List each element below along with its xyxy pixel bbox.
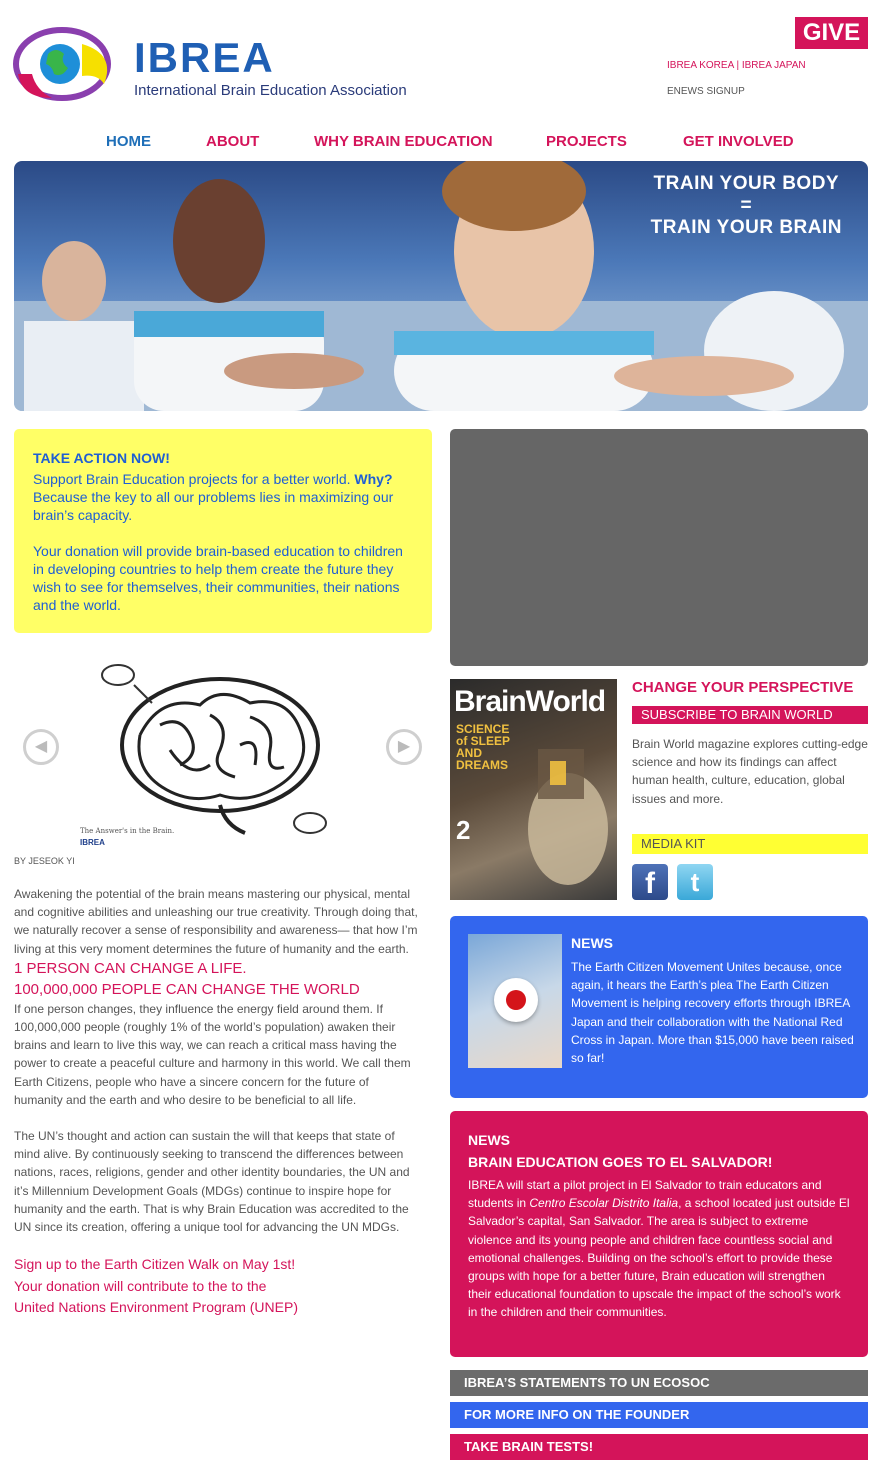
nav-get-involved[interactable]: GET INVOLVED xyxy=(683,133,794,150)
change-perspective-heading: CHANGE YOUR PERSPECTIVE xyxy=(632,679,854,696)
globe-logo-icon xyxy=(12,24,116,102)
twitter-icon[interactable]: t xyxy=(677,864,713,900)
un-paragraph: The UN’s thought and action can sustain the will that keeps that state of mind alive. By continuously seeking to transcend the differences between nations, races, religions, gender and other identity boundaries, the UN and it’s Millennium Development Goals (MDGs) continue to inspire hope for humanity and the earth. That is why Brain Education was accredited to the UN since its creation, offering a unique tool for advancing the UN MDGs. xyxy=(14,1129,410,1235)
nav-why-brain-education[interactable]: WHY BRAIN EDUCATION xyxy=(314,133,493,150)
founder-info-link[interactable]: FOR MORE INFO ON THE FOUNDER xyxy=(450,1402,868,1428)
country-links xyxy=(667,60,806,71)
brain-world-description: Brain World magazine explores cutting-edge science and how its findings can affect human health, culture, education, global issues and more. xyxy=(632,737,868,806)
news-japan-title: NEWS xyxy=(571,935,613,951)
give-button[interactable]: GIVE xyxy=(795,17,868,49)
brain-tests-link[interactable]: TAKE BRAIN TESTS! xyxy=(450,1434,868,1460)
hero-slogan xyxy=(651,173,842,239)
nav-projects[interactable]: PROJECTS xyxy=(546,133,627,150)
intro-paragraph: Awakening the potential of the brain means mastering our physical, mental and cognitive abilities and unleashing our true creativity. Through doing that, we naturally recover a sense of responsibility and awareness— that how I’m living at this very moment determines the future of humanity and the earth. xyxy=(14,887,418,956)
video-player[interactable] xyxy=(450,429,868,666)
news-el-salvador-headline[interactable]: BRAIN EDUCATION GOES TO EL SALVADOR! xyxy=(468,1154,773,1170)
take-action-text-1b: Because the key to all our problems lies in maximizing our brain’s capacity. xyxy=(33,489,394,523)
maze-brand: IBREA xyxy=(80,838,105,847)
cover-line-2: of SLEEP xyxy=(456,734,511,748)
brain-world-cover[interactable] xyxy=(450,679,617,900)
chevron-left-icon: ◀ xyxy=(34,738,48,755)
take-action-text-1 xyxy=(33,470,414,524)
earth-citizen-walk-link[interactable]: Sign up to the Earth Citizen Walk on May 1st! xyxy=(14,1256,296,1273)
ibrea-logo[interactable] xyxy=(12,22,442,102)
hero-line-1: TRAIN YOUR BODY xyxy=(653,173,840,194)
logo-subtitle: International Brain Education Association xyxy=(134,82,407,99)
why-link[interactable]: Why? xyxy=(354,471,393,487)
media-kit-button[interactable]: MEDIA KIT xyxy=(632,834,868,854)
news-japan-body: The Earth Citizen Movement Unites because, once again, it hears the Earth’s plea The Earth Citizen Movement is helping recovery efforts through IBREA Japan and their collaboration with the National Red Cross in Japan. More than $15,000 have been raised so far! xyxy=(571,960,854,1066)
facebook-icon[interactable]: f xyxy=(632,864,668,900)
cover-issue-number: 2 xyxy=(456,815,471,845)
cover-face-art xyxy=(450,679,617,900)
unep-link[interactable]: United Nations Environment Program (UNEP) xyxy=(14,1299,298,1316)
main-nav xyxy=(0,133,885,155)
nav-about[interactable]: ABOUT xyxy=(206,133,260,150)
news-el-salvador-box xyxy=(450,1111,868,1357)
brain-maze-illustration xyxy=(70,655,360,855)
left-content-column xyxy=(14,885,418,1319)
take-action-text-1a: Support Brain Education projects for a better world. xyxy=(33,471,355,487)
news-body-part-a: IBREA will start a pilot project in El Salvador to train educators and students in xyxy=(468,1178,822,1211)
subscribe-brain-world-button[interactable]: SUBSCRIBE TO BRAIN WORLD xyxy=(632,706,868,724)
heading-one-person: 1 PERSON CAN CHANGE A LIFE. xyxy=(14,959,247,977)
maze-note: The Answer's in the Brain. xyxy=(80,827,175,835)
illustration-caption: BY JESEOK YI xyxy=(14,856,75,866)
cover-line-4: DREAMS xyxy=(456,758,509,772)
cover-line-1: SCIENCE xyxy=(456,722,510,736)
hero-banner xyxy=(14,161,868,411)
news-el-salvador-title: NEWS xyxy=(468,1132,510,1148)
country-separator: | xyxy=(733,60,742,71)
take-action-title: TAKE ACTION NOW! xyxy=(33,450,170,466)
news-japan-box xyxy=(450,916,868,1098)
earth-citizens-paragraph: If one person changes, they influence the energy field around them. If 100,000,000 people (roughly 1% of the world’s population) awaken their brains and learn to live this way, we can reach a critical mass having the power to create a peaceful culture and harmony in this world. We call them Earth Citizens, people who have a sincere concern for the future of humanity and the earth and who desire to be beneficial to all life. xyxy=(14,1001,411,1107)
cover-masthead: BrainWorld xyxy=(454,685,606,718)
brain-maze-icon xyxy=(70,655,360,855)
japan-flag-dot-icon xyxy=(506,990,526,1010)
heading-hundred-million: 100,000,000 PEOPLE CAN CHANGE THE WORLD xyxy=(14,980,360,998)
news-body-part-b: , a school located just outside El Salvador’s capital, San Salvador. The area is subject to extreme violence and its young people and children face countless social and emotional challenges. Building on the school’s effort to provide these groups with hope for a better future, Brain education will strengthen their educational foundation to upscale the impact of the school’s work in the children and their communities. xyxy=(468,1196,850,1320)
news-japan-thumbnail[interactable] xyxy=(468,934,562,1068)
news-el-salvador-body xyxy=(468,1176,850,1322)
chevron-right-icon: ▶ xyxy=(397,738,411,755)
slider-prev-button[interactable] xyxy=(23,729,59,765)
nav-home[interactable]: HOME xyxy=(106,133,151,150)
link-ibrea-korea[interactable]: IBREA KOREA xyxy=(667,60,734,71)
take-action-box xyxy=(14,429,432,633)
logo-title: IBREA xyxy=(134,34,275,81)
cover-line-3: AND xyxy=(456,746,482,760)
link-ibrea-japan[interactable]: IBREA JAPAN xyxy=(741,60,806,71)
hero-line-3: TRAIN YOUR BRAIN xyxy=(650,217,842,238)
donation-text: Your donation will contribute to the to the xyxy=(14,1277,267,1294)
hero-line-2: = xyxy=(740,195,753,216)
school-name: Centro Escolar Distrito Italia xyxy=(529,1196,679,1211)
slider-next-button[interactable] xyxy=(386,729,422,765)
enews-signup-link[interactable]: ENEWS SIGNUP xyxy=(667,86,745,97)
take-action-text-2: Your donation will provide brain-based education to children in developing countries to help them create the future they wish to see for themselves, their communities, their nations and the world. xyxy=(33,543,403,613)
un-ecosoc-statements-link[interactable]: IBREA’S STATEMENTS TO UN ECOSOC xyxy=(450,1370,868,1396)
